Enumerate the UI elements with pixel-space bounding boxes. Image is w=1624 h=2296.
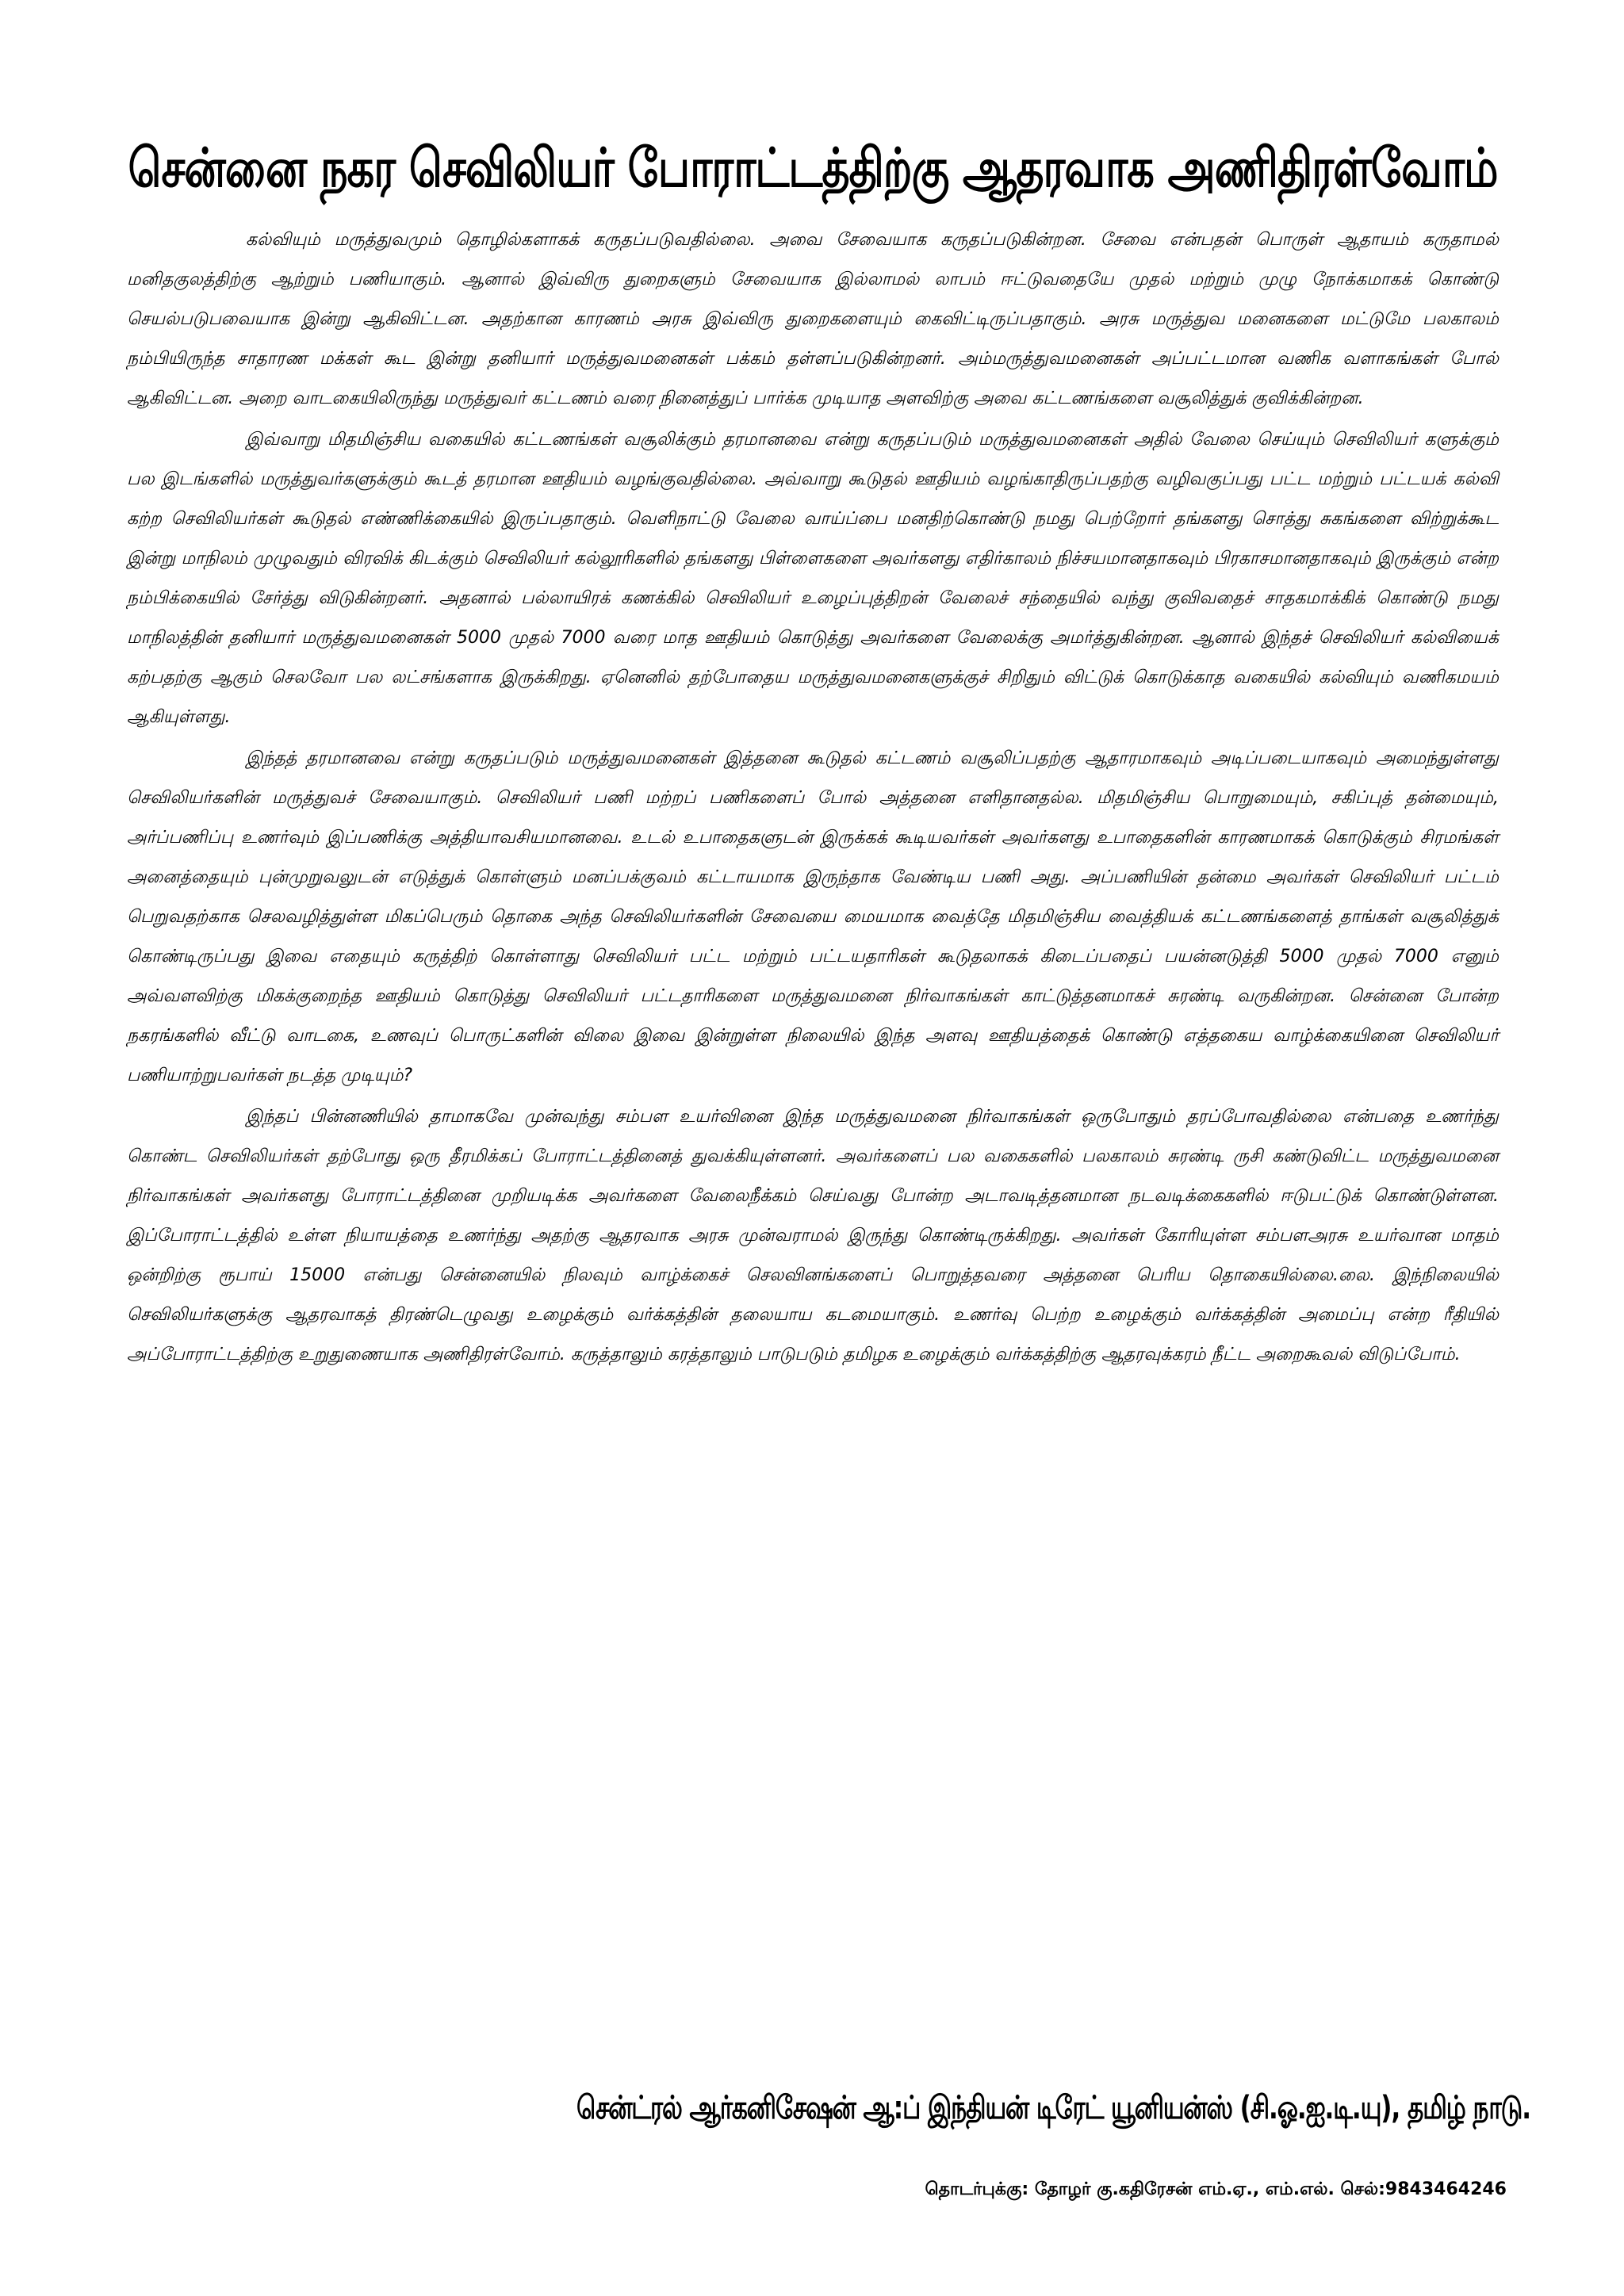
- signature-contact: தொடர்புக்கு: தோழர் கு.கதிரேசன் எம்.ஏ., எம்.எல். செல்:9843464246: [925, 2179, 1507, 2199]
- signature-organization: சென்ட்ரல் ஆர்கனிசேஷன் ஆ:ப் இந்தியன் டிரேட் யூனியன்ஸ் (சி.ஓ.ஐ.டி.யு), தமிழ் நாடு.: [576, 2089, 1530, 2127]
- document-body: [127, 220, 1499, 1376]
- paragraph-4: இந்தப் பின்னணியில் தாமாகவே முன்வந்து சம்பள உயர்வினை இந்த மருத்துவமனை நிர்வாகங்கள் ஒருபோதும் தரப்போவதில்லை என்பதை உணர்ந்து கொண்ட செவிலியர்கள் தற்போது ஒரு தீரமிக்கப் போராட்டத்தினைத் துவக்கியுள்ளனர். அவர்களைப் பல வகைகளில் பலகாலம் சுரண்டி ருசி கண்டுவிட்ட மருத்துவமனை நிர்வாகங்கள் அவர்களது போராட்டத்தினை முறியடிக்க அவர்களை வேலைநீக்கம் செய்வது போன்ற அடாவடித்தனமான நடவடிக்கைகளில் ஈடுபட்டுக் கொண்டுள்ளன. இப்போராட்டத்தில் உள்ள நியாயத்தை உணர்ந்து அதற்கு ஆதரவாக அரசு முன்வராமல் இருந்து கொண்டிருக்கிறது. அவர்கள் கோரியுள்ள சம்பளஅரசு உயர்வான மாதம் ஒன்றிற்கு ரூபாய் 15000 என்பது சென்னையில் நிலவும் வாழ்க்கைச் செலவினங்களைப் பொறுத்தவரை அத்தனை பெரிய தொகையில்லை.லை. இந்நிலையில் செவிலியர்களுக்கு ஆதரவாகத் திரண்டெழுவது உழைக்கும் வர்க்கத்தின் தலையாய கடமையாகும். உணர்வு பெற்ற உழைக்கும் வர்க்கத்தின் அமைப்பு என்ற ரீதியில் அப்போராட்டத்திற்கு உறுதுணையாக அணிதிரள்வோம். கருத்தாலும் கரத்தாலும் பாடுபடும் தமிழக உழைக்கும் வர்க்கத்திற்கு ஆதரவுக்கரம் நீட்ட அறைகூவல் விடுப்போம்.: [127, 1107, 1499, 1364]
- paragraph-1: கல்வியும் மருத்துவமும் தொழில்களாகக் கருதப்படுவதில்லை. அவை சேவையாக கருதப்படுகின்றன. சேவை என்பதன் பொருள் ஆதாயம் கருதாமல் மனிதகுலத்திற்கு ஆற்றும் பணியாகும். ஆனால் இவ்விரு துறைகளும் சேவையாக இல்லாமல் லாபம் ஈட்டுவதையே முதல் மற்றும் முழு நோக்கமாகக் கொண்டு செயல்படுபவையாக இன்று ஆகிவிட்டன. அதற்கான காரணம் அரசு இவ்விரு துறைகளையும் கைவிட்டிருப்பதாகும். அரசு மருத்துவ மனைகளை மட்டுமே பலகாலம் நம்பியிருந்த சாதாரண மக்கள் கூட இன்று தனியார் மருத்துவமனைகள் பக்கம் தள்ளப்படுகின்றனர். அம்மருத்துவமனைகள் அப்பட்டமான வணிக வளாகங்கள் போல் ஆகிவிட்டன. அறை வாடகையிலிருந்து மருத்துவர் கட்டணம் வரை நினைத்துப் பார்க்க முடியாத அளவிற்கு அவை கட்டணங்களை வசூலித்துக் குவிக்கின்றன.: [127, 230, 1499, 408]
- paragraph-2: இவ்வாறு மிதமிஞ்சிய வகையில் கட்டணங்கள் வசூலிக்கும் தரமானவை என்று கருதப்படும் மருத்துவமனைகள் அதில் வேலை செய்யும் செவிலியர் களுக்கும் பல இடங்களில் மருத்துவர்களுக்கும் கூடத் தரமான ஊதியம் வழங்குவதில்லை. அவ்வாறு கூடுதல் ஊதியம் வழங்காதிருப்பதற்கு வழிவகுப்பது பட்ட மற்றும் பட்டயக் கல்வி கற்ற செவிலியர்கள் கூடுதல் எண்ணிக்கையில் இருப்பதாகும். வெளிநாட்டு வேலை வாய்ப்பை மனதிற்கொண்டு நமது பெற்றோர் தங்களது சொத்து சுகங்களை விற்றுக்கூட இன்று மாநிலம் முழுவதும் விரவிக் கிடக்கும் செவிலியர் கல்லூரிகளில் தங்களது பிள்ளைகளை அவர்களது எதிர்காலம் நிச்சயமானதாகவும் பிரகாசமானதாகவும் இருக்கும் என்ற நம்பிக்கையில் சேர்த்து விடுகின்றனர். அதனால் பல்லாயிரக் கணக்கில் செவிலியர் உழைப்புத்திறன் வேலைச் சந்தையில் வந்து குவிவதைச் சாதகமாக்கிக் கொண்டு நமது மாநிலத்தின் தனியார் மருத்துவமனைகள் 5000 முதல் 7000 வரை மாத ஊதியம் கொடுத்து அவர்களை வேலைக்கு அமர்த்துகின்றன. ஆனால் இந்தச் செவிலியர் கல்வியைக் கற்பதற்கு ஆகும் செலவோ பல லட்சங்களாக இருக்கிறது. ஏனெனில் தற்போதைய மருத்துவமனைகளுக்குச் சிறிதும் விட்டுக் கொடுக்காத வகையில் கல்வியும் வணிகமயம் ஆகியுள்ளது.: [127, 430, 1499, 727]
- paragraph-3: இந்தத் தரமானவை என்று கருதப்படும் மருத்துவமனைகள் இத்தனை கூடுதல் கட்டணம் வசூலிப்பதற்கு ஆதாரமாகவும் அடிப்படையாகவும் அமைந்துள்ளது செவிலியர்களின் மருத்துவச் சேவையாகும். செவிலியர் பணி மற்றப் பணிகளைப் போல் அத்தனை எளிதானதல்ல. மிதமிஞ்சிய பொறுமையும், சகிப்புத் தன்மையும், அர்ப்பணிப்பு உணர்வும் இப்பணிக்கு அத்தியாவசியமானவை. உடல் உபாதைகளுடன் இருக்கக் கூடியவர்கள் அவர்களது உபாதைகளின் காரணமாகக் கொடுக்கும் சிரமங்கள் அனைத்தையும் புன்முறுவலுடன் எடுத்துக் கொள்ளும் மனப்பக்குவம் கட்டாயமாக இருந்தாக வேண்டிய பணி அது. அப்பணியின் தன்மை அவர்கள் செவிலியர் பட்டம் பெறுவதற்காக செலவழித்துள்ள மிகப்பெரும் தொகை அந்த செவிலியர்களின் சேவையை மையமாக வைத்தே மிதமிஞ்சிய வைத்தியக் கட்டணங்களைத் தாங்கள் வசூலித்துக் கொண்டிருப்பது இவை எதையும் கருத்திற் கொள்ளாது செவிலியர் பட்ட மற்றும் பட்டயதாரிகள் கூடுதலாகக் கிடைப்பதைப் பயன்னடுத்தி 5000 முதல் 7000 எனும் அவ்வளவிற்கு மிகக்குறைந்த ஊதியம் கொடுத்து செவிலியர் பட்டதாரிகளை மருத்துவமனை நிர்வாகங்கள் காட்டுத்தனமாகச் சுரண்டி வருகின்றன. சென்னை போன்ற நகரங்களில் வீட்டு வாடகை, உணவுப் பொருட்களின் விலை இவை இன்றுள்ள நிலையில் இந்த அளவு ஊதியத்தைக் கொண்டு எத்தகைய வாழ்க்கையினை செவிலியர் பணியாற்றுபவர்கள் நடத்த முடியும்?: [127, 748, 1499, 1085]
- document-title: சென்னை நகர செவிலியர் போராட்டத்திற்கு ஆதரவாக அணிதிரள்வோம்: [128, 136, 1498, 200]
